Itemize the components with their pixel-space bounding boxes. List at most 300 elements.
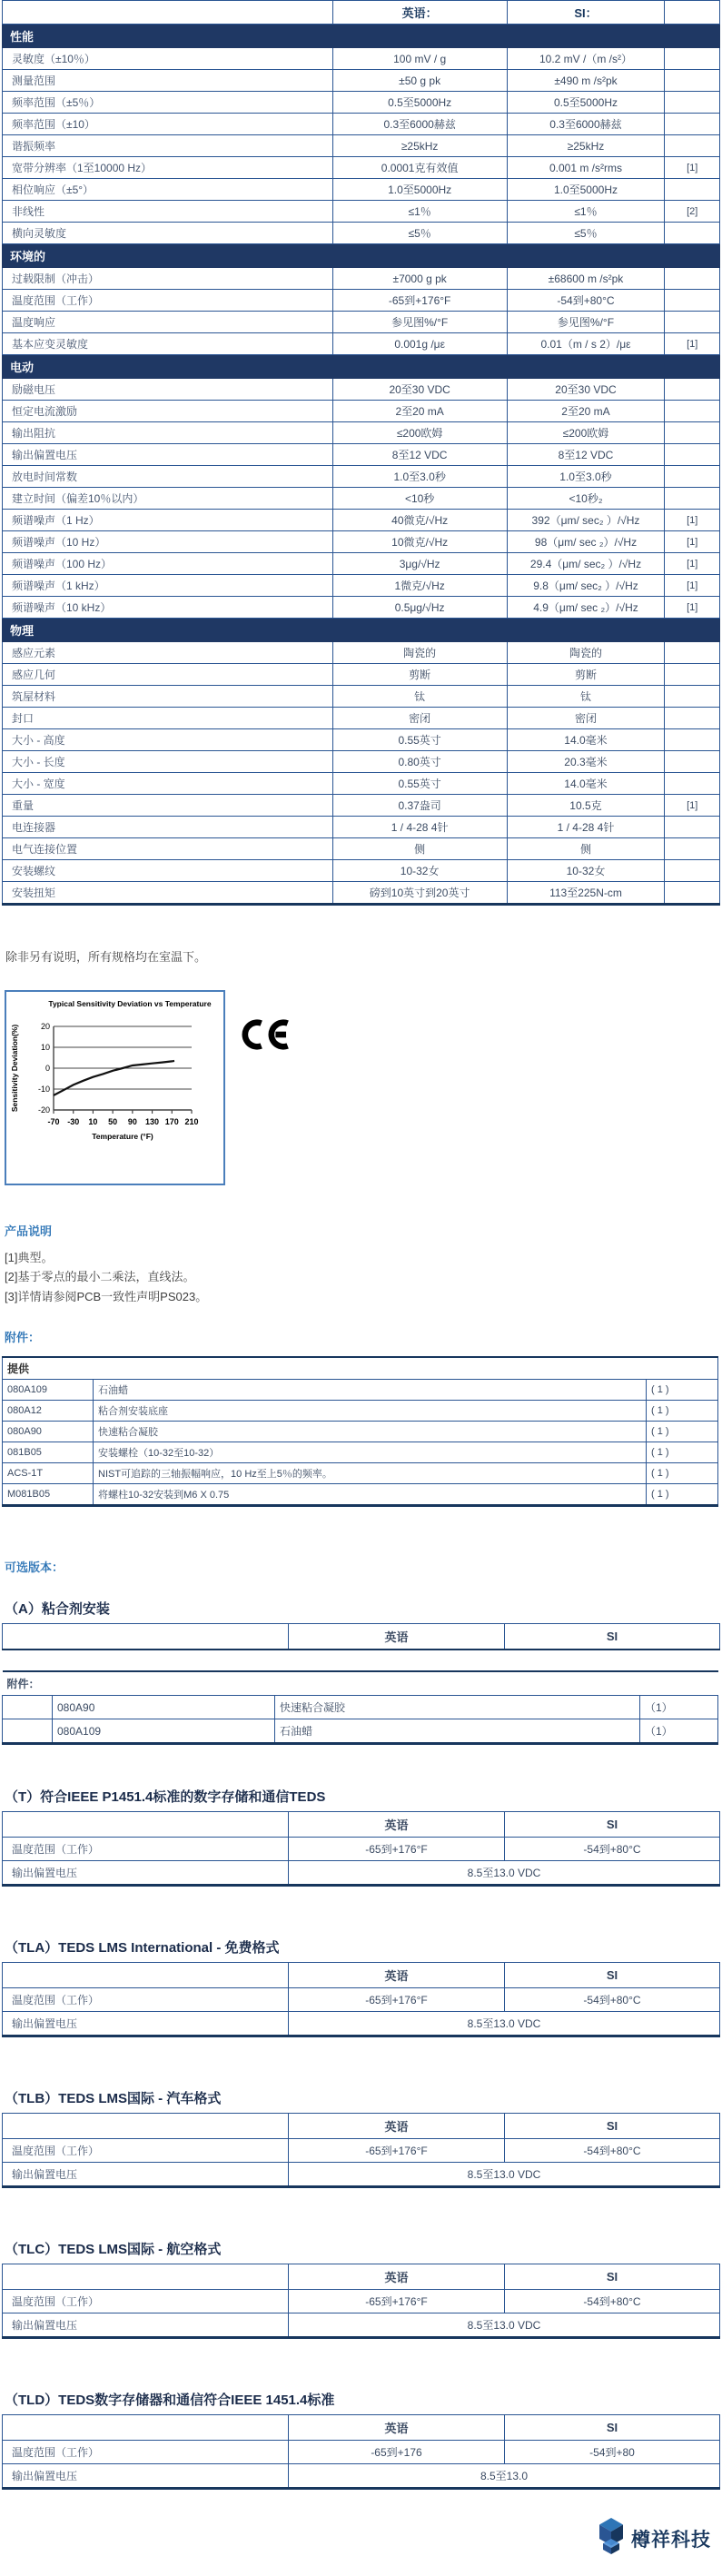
spec-row-label: 频谱噪声（10 kHz） xyxy=(3,597,333,619)
teds-blank-cell xyxy=(3,1812,289,1838)
spec-row-note xyxy=(665,686,720,708)
teds-title-4: （TLD）TEDS数字存储器和通信符合IEEE 1451.4标准 xyxy=(5,2393,335,2409)
teds-title-2: （TLB）TEDS LMS国际 - 汽车格式 xyxy=(5,2091,222,2107)
teds-english-header: 英语 xyxy=(289,1963,505,1988)
spec-row-si-value: 0.001 m /s²rms xyxy=(507,157,665,179)
spec-row-label: 建立时间（偏差10％以内） xyxy=(3,488,333,510)
spec-row-label: 安装螺纹 xyxy=(3,860,333,882)
teds-bias-row xyxy=(3,2464,720,2489)
product-notes-list xyxy=(5,1248,722,1306)
svg-text:10: 10 xyxy=(40,1043,50,1052)
accessory-row xyxy=(3,1422,718,1442)
spec-row xyxy=(3,751,720,773)
teds-title-3: （TLC）TEDS LMS国际 - 航空格式 xyxy=(5,2242,222,2258)
spec-row-si-value: 陶瓷的 xyxy=(507,642,665,664)
section-header-3 xyxy=(3,619,720,642)
spec-row xyxy=(3,882,720,905)
product-note-item: [2]基于零点的最小二乘法，直线法。 xyxy=(5,1270,195,1284)
spec-row xyxy=(3,48,720,70)
version-a-accessory-row xyxy=(3,1719,718,1744)
svg-text:90: 90 xyxy=(127,1117,137,1126)
spec-row xyxy=(3,729,720,751)
section-header-0 xyxy=(3,25,720,48)
spec-row-label: 电气连接位置 xyxy=(3,838,333,860)
spec-row-english-value: 10-32女 xyxy=(332,860,507,882)
teds-temp-label: 温度范围（工作） xyxy=(3,1838,289,1861)
teds-temp-english: -65到+176°F xyxy=(289,1838,505,1861)
accessory-name: NIST可追踪的三轴振幅响应，10 Hz至上5％的频率。 xyxy=(94,1463,647,1484)
spec-row-english-value: 0.5μg/√Hz xyxy=(332,597,507,619)
spec-row-note xyxy=(665,729,720,751)
version-a-header-row xyxy=(3,1624,720,1650)
spec-row-note: [1] xyxy=(665,575,720,597)
teds-temp-row xyxy=(3,2441,720,2464)
svg-text:-30: -30 xyxy=(67,1117,80,1126)
teds-bias-label: 输出偏置电压 xyxy=(3,1861,289,1886)
spec-row xyxy=(3,575,720,597)
spec-row xyxy=(3,379,720,401)
teds-si-header: SI xyxy=(505,2415,720,2441)
spec-row-si-value: ≤200欧姆 xyxy=(507,422,665,444)
spec-row-label: 频谱噪声（10 Hz） xyxy=(3,531,333,553)
spec-row-note xyxy=(665,751,720,773)
spec-row-si-value: 4.9（μm/ sec ₂）/√Hz xyxy=(507,597,665,619)
teds-si-header: SI xyxy=(505,2114,720,2139)
spec-row-note xyxy=(665,70,720,92)
spec-row xyxy=(3,114,720,135)
spec-row-si-value: 密闭 xyxy=(507,708,665,729)
spec-row-note xyxy=(665,290,720,312)
svg-text:170: 170 xyxy=(164,1117,179,1126)
spec-row-si-value: 10-32女 xyxy=(507,860,665,882)
spec-row-si-value: 2至20 mA xyxy=(507,401,665,422)
spec-row-si-value: 14.0毫米 xyxy=(507,773,665,795)
teds-english-header: 英语 xyxy=(289,1812,505,1838)
spec-row-si-value: -54到+80°C xyxy=(507,290,665,312)
spec-row-si-value: 1.0至3.0秒 xyxy=(507,466,665,488)
spec-row-note xyxy=(665,444,720,466)
teds-temp-si: -54到+80 xyxy=(505,2441,720,2464)
spec-row-english-value: ≤5％ xyxy=(332,223,507,244)
spec-row-english-value: <10秒 xyxy=(332,488,507,510)
teds-temp-row xyxy=(3,1988,720,2012)
spec-row-si-value: 0.3至6000赫兹 xyxy=(507,114,665,135)
teds-title-0: （T）符合IEEE P1451.4标准的数字存储和通信TEDS xyxy=(5,1789,326,1806)
spec-row-label: 大小 - 长度 xyxy=(3,751,333,773)
spec-row-note: [2] xyxy=(665,201,720,223)
version-a-accessories-label: 附件： xyxy=(3,1671,718,1696)
spec-row-label: 灵敏度（±10％） xyxy=(3,48,333,70)
teds-blank-cell xyxy=(3,2114,289,2139)
version-a-accessory-row xyxy=(3,1696,718,1719)
spec-row-note xyxy=(665,92,720,114)
version-a-accessory-id: 080A90 xyxy=(53,1696,275,1719)
svg-text:20: 20 xyxy=(40,1022,50,1031)
spec-row xyxy=(3,312,720,333)
version-a-accessory-name: 石油蜡 xyxy=(275,1719,640,1744)
footer xyxy=(0,2517,711,2560)
version-a-si-header: SI xyxy=(505,1624,720,1650)
spec-row-label: 基本应变灵敏度 xyxy=(3,333,333,355)
room-temperature-note: 除非另有说明，所有规格均在室温下。 xyxy=(5,950,207,964)
spec-row-si-value: 29.4（μm/ sec₂ ）/√Hz xyxy=(507,553,665,575)
spec-row-note: [1] xyxy=(665,510,720,531)
spec-row-english-value: 1.0至3.0秒 xyxy=(332,466,507,488)
accessory-id: ACS-1T xyxy=(3,1463,94,1484)
spec-row-si-value: 0.5至5000Hz xyxy=(507,92,665,114)
spec-row-english-value: ±7000 g pk xyxy=(332,268,507,290)
accessories-table-header: 提供 xyxy=(3,1357,718,1380)
teds-english-header: 英语 xyxy=(289,2264,505,2290)
accessory-qty: ( 1 ) xyxy=(647,1442,718,1463)
spec-row-label: 感应元素 xyxy=(3,642,333,664)
svg-text:-20: -20 xyxy=(37,1105,50,1115)
spec-row-si-value: ≤5％ xyxy=(507,223,665,244)
teds-bias-row xyxy=(3,2313,720,2338)
version-a-english-header: 英语 xyxy=(289,1624,505,1650)
teds-bias-row xyxy=(3,2012,720,2036)
spec-row-note: [1] xyxy=(665,597,720,619)
spec-row xyxy=(3,597,720,619)
spec-row-english-value: 8至12 VDC xyxy=(332,444,507,466)
spec-row-english-value: 3μg/√Hz xyxy=(332,553,507,575)
spec-row xyxy=(3,817,720,838)
teds-bias-value: 8.5至13.0 VDC xyxy=(289,2012,720,2036)
spec-row-english-value: 0.55英寸 xyxy=(332,729,507,751)
section-header-1 xyxy=(3,244,720,268)
spec-row-label: 大小 - 宽度 xyxy=(3,773,333,795)
accessory-id: 081B05 xyxy=(3,1442,94,1463)
teds-temp-label: 温度范围（工作） xyxy=(3,1988,289,2012)
section-title: 环境的 xyxy=(3,244,720,268)
accessory-id: M081B05 xyxy=(3,1484,94,1506)
teds-sections xyxy=(0,1787,722,2490)
teds-temp-english: -65到+176°F xyxy=(289,2139,505,2163)
spec-row-si-value: 392（μm/ sec₂ ）/√Hz xyxy=(507,510,665,531)
spec-row-english-value: 密闭 xyxy=(332,708,507,729)
spec-row xyxy=(3,466,720,488)
spec-row-english-value: ±50 g pk xyxy=(332,70,507,92)
spec-row-note: [1] xyxy=(665,333,720,355)
spec-row-label: 频率范围（±5％） xyxy=(3,92,333,114)
spec-row xyxy=(3,642,720,664)
section-title: 物理 xyxy=(3,619,720,642)
spec-row-label: 温度响应 xyxy=(3,312,333,333)
spec-row-english-value: 20至30 VDC xyxy=(332,379,507,401)
teds-temp-english: -65到+176°F xyxy=(289,2290,505,2313)
teds-temp-label: 温度范围（工作） xyxy=(3,2290,289,2313)
version-a-blank-cell xyxy=(3,1624,289,1650)
spec-row-label: 重量 xyxy=(3,795,333,817)
spec-row xyxy=(3,531,720,553)
spec-row-note xyxy=(665,860,720,882)
spec-row-label: 安装扭矩 xyxy=(3,882,333,905)
section-title: 电动 xyxy=(3,355,720,379)
spec-row-si-value: 98（μm/ sec ₂）/√Hz xyxy=(507,531,665,553)
accessory-id: 080A90 xyxy=(3,1422,94,1442)
teds-bias-value: 8.5至13.0 VDC xyxy=(289,2163,720,2187)
spec-row-label: 频率范围（±10） xyxy=(3,114,333,135)
teds-temp-si: -54到+80°C xyxy=(505,1988,720,2012)
spec-row-note xyxy=(665,135,720,157)
section-header-2 xyxy=(3,355,720,379)
spec-row-label: 大小 - 高度 xyxy=(3,729,333,751)
accessory-row xyxy=(3,1380,718,1401)
teds-temp-row xyxy=(3,1838,720,1861)
svg-text:10: 10 xyxy=(88,1117,98,1126)
spec-row xyxy=(3,201,720,223)
version-a-title: （A）粘合剂安装 xyxy=(5,1601,110,1618)
spec-row-si-value: 14.0毫米 xyxy=(507,729,665,751)
spec-row-english-value: 0.80英寸 xyxy=(332,751,507,773)
spec-row-english-value: 2至20 mA xyxy=(332,401,507,422)
teds-english-header: 英语 xyxy=(289,2114,505,2139)
spec-row xyxy=(3,268,720,290)
spec-row-label: 频谱噪声（1 kHz） xyxy=(3,575,333,597)
teds-title-1: （TLA）TEDS LMS International - 免费格式 xyxy=(5,1940,280,1957)
spec-row-note: [1] xyxy=(665,795,720,817)
spec-header-si: SI： xyxy=(507,1,665,25)
spec-row-english-value: 1.0至5000Hz xyxy=(332,179,507,201)
spec-row-label: 非线性 xyxy=(3,201,333,223)
ce-mark-icon xyxy=(238,1016,291,1058)
spec-row-si-value: 侧 xyxy=(507,838,665,860)
accessory-name: 粘合剂安装底座 xyxy=(94,1401,647,1422)
spec-row-english-value: ≤1％ xyxy=(332,201,507,223)
spec-row-label: 谐振频率 xyxy=(3,135,333,157)
spec-row-english-value: 0.001g /με xyxy=(332,333,507,355)
accessory-name: 快速粘合凝胶 xyxy=(94,1422,647,1442)
spec-row-english-value: 0.0001克有效值 xyxy=(332,157,507,179)
accessory-row xyxy=(3,1442,718,1463)
teds-bias-value: 8.5至13.0 VDC xyxy=(289,2313,720,2338)
spec-row-note xyxy=(665,401,720,422)
teds-header-row xyxy=(3,2264,720,2290)
spec-row-label: 测量范围 xyxy=(3,70,333,92)
product-note-item: [1]典型。 xyxy=(5,1251,54,1264)
teds-temp-english: -65到+176°F xyxy=(289,1988,505,2012)
spec-row xyxy=(3,686,720,708)
spec-row-english-value: 钛 xyxy=(332,686,507,708)
spec-row-label: 电连接器 xyxy=(3,817,333,838)
accessory-qty: ( 1 ) xyxy=(647,1484,718,1506)
accessory-name: 将螺柱10-32安装到M6 X 0.75 xyxy=(94,1484,647,1506)
spec-row-si-value: 钛 xyxy=(507,686,665,708)
spec-row-note xyxy=(665,817,720,838)
spec-row xyxy=(3,223,720,244)
spec-row xyxy=(3,664,720,686)
spec-row-si-value: 20.3毫米 xyxy=(507,751,665,773)
spec-row-note xyxy=(665,838,720,860)
spec-row-si-value: 10.5克 xyxy=(507,795,665,817)
spec-table xyxy=(2,0,720,906)
teds-header-row xyxy=(3,1812,720,1838)
svg-text:Typical Sensitivity Deviation: Typical Sensitivity Deviation vs Temperature xyxy=(48,999,212,1008)
svg-text:-10: -10 xyxy=(37,1085,50,1094)
spec-row-si-value: 10.2 mV /（m /s²） xyxy=(507,48,665,70)
teds-temp-si: -54到+80°C xyxy=(505,2139,720,2163)
accessory-id: 080A109 xyxy=(3,1380,94,1401)
spec-row xyxy=(3,488,720,510)
version-a-accessories-label-row xyxy=(3,1671,718,1696)
teds-table-4 xyxy=(2,2414,720,2490)
company-logo-text: 樽祥科技 xyxy=(631,2529,711,2551)
spec-row-note: [1] xyxy=(665,553,720,575)
spec-header-note-blank xyxy=(665,1,720,25)
spec-row-note xyxy=(665,48,720,70)
teds-bias-row xyxy=(3,2163,720,2187)
teds-blank-cell xyxy=(3,2264,289,2290)
teds-temp-row xyxy=(3,2139,720,2163)
spec-row-note xyxy=(665,882,720,905)
spec-row xyxy=(3,860,720,882)
spec-row-si-value: <10秒₂ xyxy=(507,488,665,510)
svg-text:-70: -70 xyxy=(47,1117,60,1126)
spec-row-note xyxy=(665,664,720,686)
spec-row xyxy=(3,157,720,179)
version-a-header-table xyxy=(2,1623,720,1650)
spec-row-english-value: ≥25kHz xyxy=(332,135,507,157)
spec-row-label: 相位响应（±5°） xyxy=(3,179,333,201)
teds-bias-row xyxy=(3,1861,720,1886)
teds-table-0 xyxy=(2,1811,720,1887)
accessory-id: 080A12 xyxy=(3,1401,94,1422)
teds-temp-english: -65到+176 xyxy=(289,2441,505,2464)
spec-row-note xyxy=(665,379,720,401)
spec-row-english-value: 0.3至6000赫兹 xyxy=(332,114,507,135)
teds-temp-label: 温度范围（工作） xyxy=(3,2441,289,2464)
spec-row xyxy=(3,510,720,531)
spec-row-note xyxy=(665,466,720,488)
teds-table-1 xyxy=(2,1962,720,2037)
teds-header-row xyxy=(3,2114,720,2139)
spec-row-note xyxy=(665,642,720,664)
teds-temp-si: -54到+80°C xyxy=(505,2290,720,2313)
accessory-row xyxy=(3,1401,718,1422)
spec-row-label: 宽带分辨率（1至10000 Hz） xyxy=(3,157,333,179)
spec-row-si-value: 20至30 VDC xyxy=(507,379,665,401)
spec-row-si-value: ≤1％ xyxy=(507,201,665,223)
version-a-blank xyxy=(3,1719,53,1744)
teds-header-row xyxy=(3,1963,720,1988)
spec-row-english-value: 1 / 4-28 4针 xyxy=(332,817,507,838)
accessory-qty: ( 1 ) xyxy=(647,1380,718,1401)
spec-row xyxy=(3,795,720,817)
teds-temp-row xyxy=(3,2290,720,2313)
spec-row xyxy=(3,553,720,575)
spec-row-si-value: 1.0至5000Hz xyxy=(507,179,665,201)
spec-row-english-value: 剪断 xyxy=(332,664,507,686)
version-a-blank xyxy=(3,1696,53,1719)
svg-text:210: 210 xyxy=(184,1117,199,1126)
spec-row xyxy=(3,708,720,729)
teds-bias-label: 输出偏置电压 xyxy=(3,2313,289,2338)
teds-si-header: SI xyxy=(505,1963,720,1988)
spec-row-si-value: 剪断 xyxy=(507,664,665,686)
teds-bias-value: 8.5至13.0 VDC xyxy=(289,1861,720,1886)
chart-svg xyxy=(6,992,223,1184)
teds-si-header: SI xyxy=(505,2264,720,2290)
spec-row-english-value: 0.5至5000Hz xyxy=(332,92,507,114)
spec-row-note xyxy=(665,708,720,729)
spec-row-label: 频谱噪声（1 Hz） xyxy=(3,510,333,531)
spec-row-english-value: 1微克/√Hz xyxy=(332,575,507,597)
version-a-accessory-qty: （1） xyxy=(640,1696,718,1719)
spec-row-si-value: 参见图%/°F xyxy=(507,312,665,333)
spec-row-label: 放电时间常数 xyxy=(3,466,333,488)
spec-row-si-value: ±68600 m /s²pk xyxy=(507,268,665,290)
spec-row-si-value: ±490 m /s²pk xyxy=(507,70,665,92)
accessories-heading: 附件： xyxy=(5,1331,41,1345)
accessory-name: 石油蜡 xyxy=(94,1380,647,1401)
spec-row-note xyxy=(665,773,720,795)
spec-row xyxy=(3,135,720,157)
teds-header-row xyxy=(3,2415,720,2441)
spec-row xyxy=(3,422,720,444)
spec-row-label: 频谱噪声（100 Hz） xyxy=(3,553,333,575)
spec-row-note xyxy=(665,312,720,333)
svg-text:130: 130 xyxy=(145,1117,160,1126)
svg-text:50: 50 xyxy=(108,1117,118,1126)
spec-row-english-value: 0.37盎司 xyxy=(332,795,507,817)
teds-si-header: SI xyxy=(505,1812,720,1838)
product-note-item: [3]详情请参阅PCB一致性声明PS023。 xyxy=(5,1289,208,1303)
spec-row xyxy=(3,92,720,114)
spec-row-english-value: 陶瓷的 xyxy=(332,642,507,664)
spec-row xyxy=(3,70,720,92)
spec-row-english-value: 10微克/√Hz xyxy=(332,531,507,553)
spec-row-note xyxy=(665,223,720,244)
spec-row-label: 恒定电流激励 xyxy=(3,401,333,422)
teds-blank-cell xyxy=(3,1963,289,1988)
spec-row-label: 筑屋材料 xyxy=(3,686,333,708)
spec-row-english-value: 40微克/√Hz xyxy=(332,510,507,531)
teds-bias-label: 输出偏置电压 xyxy=(3,2464,289,2489)
version-a-accessories-table xyxy=(2,1670,718,1745)
spec-row xyxy=(3,333,720,355)
spec-row-english-value: 参见图%/°F xyxy=(332,312,507,333)
svg-text:Sensitivity Deviation(%): Sensitivity Deviation(%) xyxy=(10,1024,19,1113)
version-a-accessory-qty: （1） xyxy=(640,1719,718,1744)
sensitivity-deviation-chart xyxy=(5,990,225,1185)
teds-temp-si: -54到+80°C xyxy=(505,1838,720,1861)
spec-row-note xyxy=(665,114,720,135)
figure-row xyxy=(5,990,722,1185)
spec-table-header-row xyxy=(3,1,720,25)
svg-text:Temperature (°F): Temperature (°F) xyxy=(92,1132,153,1141)
version-a-accessory-name: 快速粘合凝胶 xyxy=(275,1696,640,1719)
accessories-table-header-row xyxy=(3,1357,718,1380)
spec-row-label: 感应几何 xyxy=(3,664,333,686)
spec-row-label: 封口 xyxy=(3,708,333,729)
spec-row-si-value: 113至225N-cm xyxy=(507,882,665,905)
spec-row-english-value: -65到+176°F xyxy=(332,290,507,312)
spec-row xyxy=(3,838,720,860)
spec-row xyxy=(3,401,720,422)
teds-bias-label: 输出偏置电压 xyxy=(3,2163,289,2187)
spec-row xyxy=(3,179,720,201)
spec-row-note xyxy=(665,179,720,201)
accessory-row xyxy=(3,1463,718,1484)
spec-row-note xyxy=(665,488,720,510)
accessory-qty: ( 1 ) xyxy=(647,1422,718,1442)
spec-row-note xyxy=(665,422,720,444)
accessory-qty: ( 1 ) xyxy=(647,1401,718,1422)
spec-row-english-value: 侧 xyxy=(332,838,507,860)
section-title: 性能 xyxy=(3,25,720,48)
spec-row-note xyxy=(665,268,720,290)
accessory-name: 安装螺栓（10-32至10-32） xyxy=(94,1442,647,1463)
